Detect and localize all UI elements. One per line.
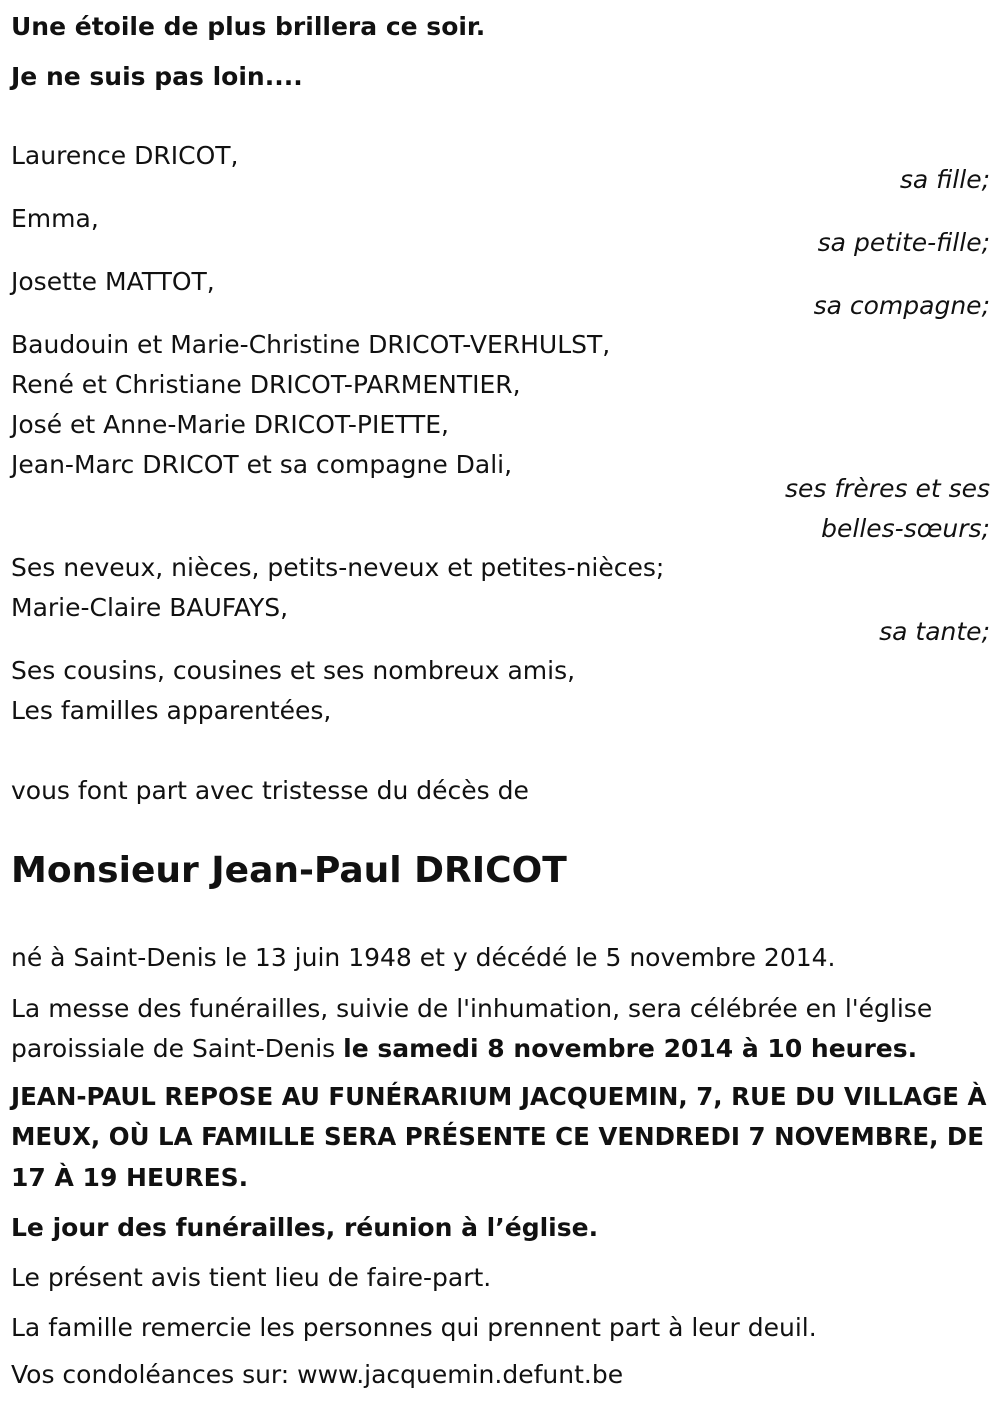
sibling-line: René et Christiane DRICOT-PARMENTIER, [11, 370, 521, 399]
sibling-line: Baudouin et Marie-Christine DRICOT-VERHULST, [11, 330, 611, 359]
notice-line: Le présent avis tient lieu de faire-part. [11, 1263, 492, 1292]
sibling-line: José et Anne-Marie DRICOT-PIETTE, [11, 410, 450, 439]
partner-name: Josette MATTOT, [11, 267, 215, 296]
mass-place: paroissiale de Saint-Denis [11, 1034, 344, 1063]
header-line-2: Je ne suis pas loin.... [11, 62, 303, 91]
mass-line-1: La messe des funérailles, suivie de l'inhumation, sera célébrée en l'église [11, 994, 933, 1023]
rest-line-1: JEAN-PAUL REPOSE AU FUNÉRARIUM JACQUEMIN, 7, RUE DU VILLAGE À [11, 1082, 987, 1111]
granddaughter-relation: sa petite-fille; [817, 228, 990, 257]
daughter-relation: sa fille; [899, 165, 990, 194]
families-line: Les familles apparentées, [11, 696, 332, 725]
daughter-name: Laurence DRICOT, [11, 141, 239, 170]
siblings-relation-1: ses frères et ses [784, 474, 990, 503]
aunt-relation: sa tante; [879, 617, 990, 646]
deceased-name: Monsieur Jean-Paul DRICOT [11, 850, 567, 891]
aunt-name: Marie-Claire BAUFAYS, [11, 593, 289, 622]
rest-line-3: 17 À 19 HEURES. [11, 1163, 249, 1192]
meeting-line: Le jour des funérailles, réunion à l’église. [11, 1213, 599, 1242]
siblings-relation-2: belles-sœurs; [821, 514, 990, 543]
partner-relation: sa compagne; [813, 291, 990, 320]
mass-date: le samedi 8 novembre 2014 à 10 heures. [343, 1034, 918, 1063]
mass-line-2 [11, 1036, 917, 1061]
condolences-line: Vos condoléances sur: www.jacquemin.defunt.be [11, 1360, 624, 1389]
sibling-line: Jean-Marc DRICOT et sa compagne Dali, [11, 450, 513, 479]
intro-line: vous font part avec tristesse du décès de [11, 776, 529, 805]
cousins-line: Ses cousins, cousines et ses nombreux amis, [11, 656, 576, 685]
nephews-line: Ses neveux, nièces, petits-neveux et petites-nièces; [11, 553, 665, 582]
rest-line-2: MEUX, OÙ LA FAMILLE SERA PRÉSENTE CE VENDREDI 7 NOVEMBRE, DE [11, 1122, 985, 1151]
thanks-line: La famille remercie les personnes qui prennent part à leur deuil. [11, 1313, 817, 1342]
granddaughter-name: Emma, [11, 204, 99, 233]
header-line-1: Une étoile de plus brillera ce soir. [11, 12, 486, 41]
birth-death-line: né à Saint-Denis le 13 juin 1948 et y décédé le 5 novembre 2014. [11, 943, 836, 972]
